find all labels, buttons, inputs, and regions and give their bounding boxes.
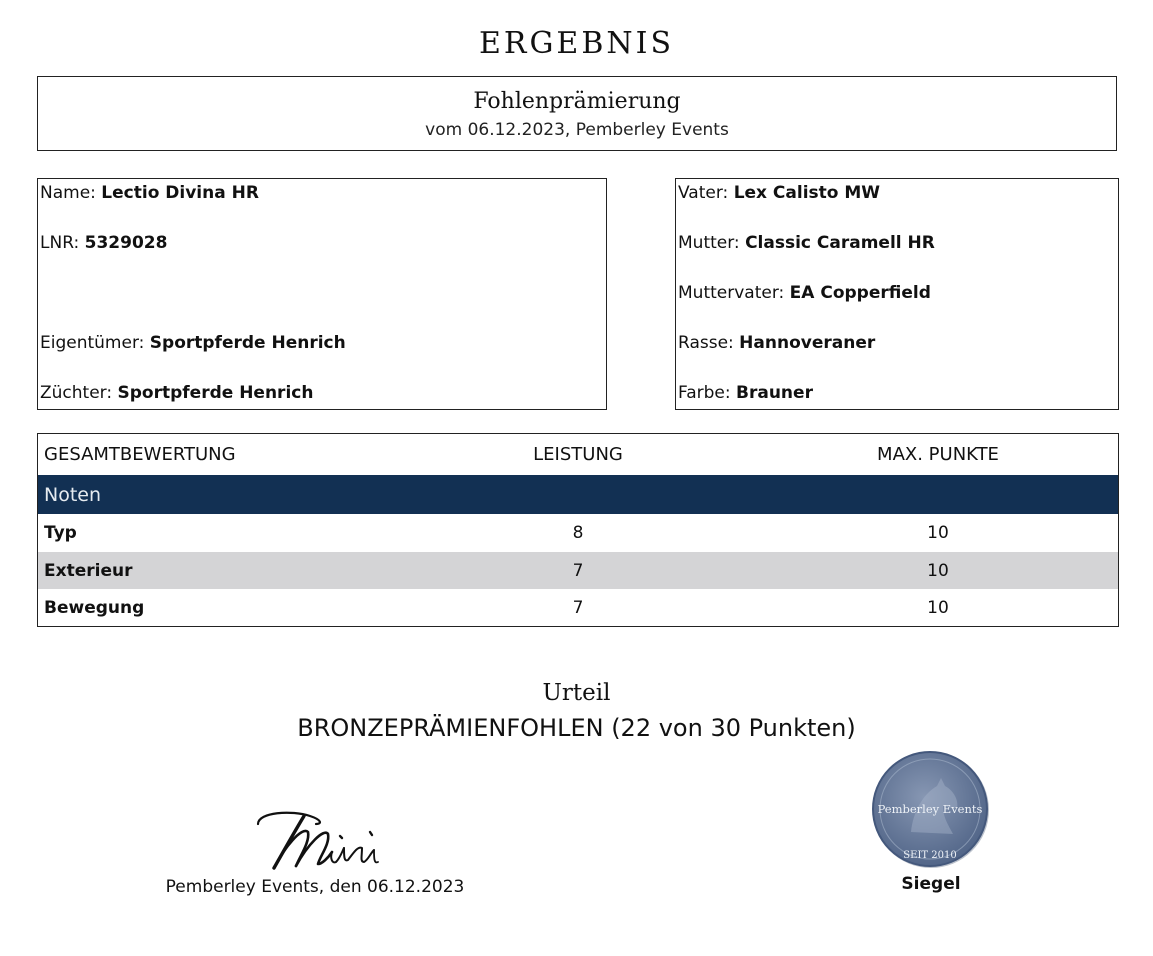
row-label: Typ bbox=[44, 523, 77, 543]
horse-breeder-value: Sportpferde Henrich bbox=[117, 383, 314, 403]
table-row bbox=[38, 552, 1118, 589]
verdict-text: BRONZEPRÄMIENFOHLEN (22 von 30 Punkten) bbox=[297, 714, 856, 742]
sire-label: Vater: bbox=[678, 183, 729, 203]
breed-value: Hannoveraner bbox=[739, 333, 876, 353]
header-performance: LEISTUNG bbox=[533, 444, 623, 465]
horse-lnr-label: LNR: bbox=[40, 233, 80, 253]
horse-name-label: Name: bbox=[40, 183, 96, 203]
pedigree-info-box bbox=[675, 178, 1119, 410]
dam-line bbox=[678, 233, 935, 253]
horse-owner-label: Eigentümer: bbox=[40, 333, 145, 353]
seal-text-bottom: SEIT 2010 bbox=[903, 850, 957, 861]
breed-label: Rasse: bbox=[678, 333, 734, 353]
horse-breeder-line bbox=[40, 383, 313, 403]
dam-value: Classic Caramell HR bbox=[745, 233, 935, 253]
horse-name-line bbox=[40, 183, 259, 203]
event-title: Fohlenprämierung bbox=[473, 89, 681, 114]
seal-text-top: Pemberley Events bbox=[877, 802, 983, 816]
seal-image bbox=[871, 750, 991, 872]
sire-value: Lex Calisto MW bbox=[733, 183, 881, 203]
event-header-box bbox=[37, 76, 1117, 151]
row-label: Exterieur bbox=[44, 560, 133, 581]
header-max-points: MAX. PUNKTE bbox=[877, 444, 999, 465]
color-value: Brauner bbox=[736, 383, 813, 403]
horse-owner-line bbox=[40, 333, 346, 353]
section-label: Noten bbox=[44, 483, 102, 506]
table-header-row bbox=[38, 434, 1118, 475]
horse-name-value: Lectio Divina HR bbox=[101, 183, 259, 203]
damsire-label: Muttervater: bbox=[678, 283, 785, 303]
score-table bbox=[37, 433, 1119, 627]
damsire-value: EA Copperfield bbox=[789, 283, 931, 303]
row-label: Bewegung bbox=[44, 598, 145, 618]
damsire-line bbox=[678, 283, 931, 303]
row-max: 10 bbox=[927, 560, 949, 581]
row-max: 10 bbox=[927, 598, 949, 618]
event-subtitle: vom 06.12.2023, Pemberley Events bbox=[425, 120, 729, 140]
verdict-label: Urteil bbox=[542, 680, 611, 706]
color-label: Farbe: bbox=[678, 383, 731, 403]
table-row bbox=[38, 514, 1118, 552]
header-overall: GESAMTBEWERTUNG bbox=[44, 444, 236, 465]
table-row bbox=[38, 589, 1118, 627]
color-line bbox=[678, 383, 813, 403]
horse-breeder-label: Züchter: bbox=[40, 383, 113, 403]
breed-line bbox=[678, 333, 875, 353]
row-score: 7 bbox=[572, 560, 584, 581]
signature-image bbox=[252, 802, 382, 874]
row-score: 7 bbox=[572, 598, 584, 618]
row-score: 8 bbox=[572, 523, 584, 543]
horse-info-box bbox=[37, 178, 607, 410]
signature-place-date: Pemberley Events, den 06.12.2023 bbox=[165, 877, 465, 897]
sire-line bbox=[678, 183, 880, 203]
dam-label: Mutter: bbox=[678, 233, 740, 253]
row-max: 10 bbox=[927, 523, 949, 543]
horse-lnr-value: 5329028 bbox=[84, 233, 168, 253]
table-section-row bbox=[38, 475, 1118, 514]
horse-owner-value: Sportpferde Henrich bbox=[149, 333, 346, 353]
seal-label: Siegel bbox=[901, 874, 961, 894]
horse-lnr-line bbox=[40, 233, 167, 253]
document-title: ERGEBNIS bbox=[478, 26, 675, 61]
